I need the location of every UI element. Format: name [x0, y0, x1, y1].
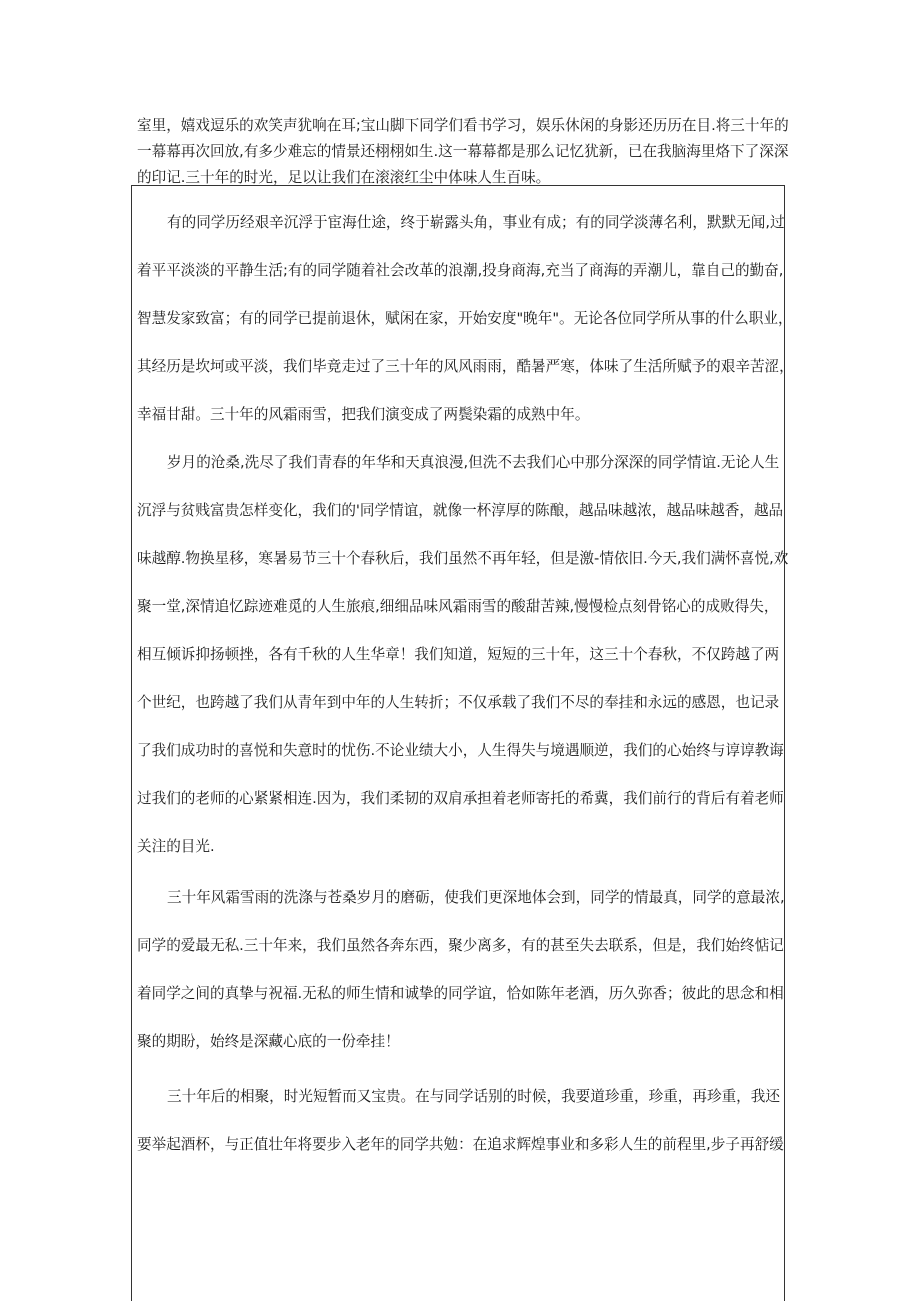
paragraph-line: 同学的爱最无私.三十年来，我们虽然各奔东西，聚少离多，有的甚至失去联系，但是，我们始终惦记	[137, 937, 784, 954]
paragraph-line: 幸福甘甜。三十年的风霜雨雪，把我们演变成了两鬓染霜的成熟中年。	[137, 406, 590, 423]
paragraph-line: 关注的目光.	[137, 838, 215, 855]
paragraph-line: 三十年风霜雪雨的洗涤与苍桑岁月的磨砺，使我们更深地体会到，同学的情最真，同学的意最浓,	[167, 889, 785, 906]
paragraph-line: 个世纪，也跨越了我们从青年到中年的人生转折；不仅承载了我们不尽的奉挂和永远的感恩，也记录	[137, 694, 780, 711]
paragraph-line: 岁月的沧桑,洗尽了我们青春的年华和天真浪漫,但洗不去我们心中那分深深的同学情谊.无论人生	[167, 454, 780, 471]
paragraph-line: 聚一堂,深情追忆踪迹难觅的人生旅痕,细细品味风霜雨雪的酸甜苦辣,慢慢检点刻骨铭心的成败得失，	[137, 598, 779, 615]
paragraph-line: 要举起酒杯，与正值壮年将要步入老年的同学共勉：在追求辉煌事业和多彩人生的前程里,步子再舒缓	[137, 1136, 784, 1153]
paragraph-line: 三十年后的相聚，时光短暂而又宝贵。在与同学话别的时候，我要道珍重，珍重，再珍重，我还	[167, 1088, 780, 1105]
intro-line: 室里，嬉戏逗乐的欢笑声犹响在耳;宝山脚下同学们看书学习，娱乐休闲的身影还历历在目.将三十年的	[137, 117, 789, 134]
paragraph-line: 其经历是坎坷或平淡，我们毕竟走过了三十年的风风雨雨，酷暑严寒，体味了生活所赋予的艰辛苦涩，	[137, 358, 794, 375]
intro-line: 一幕幕再次回放,有多少难忘的情景还栩栩如生.这一幕幕都是那么记忆犹新，已在我脑海里烙下了深深	[137, 143, 789, 160]
paragraph-line: 聚的期盼，始终是深藏心底的一份牵挂！	[137, 1033, 400, 1050]
paragraph-line: 过我们的老师的心紧紧相连.因为，我们柔韧的双肩承担着老师寄托的希冀，我们前行的背后有着老师	[137, 790, 784, 807]
paragraph-line: 味越醇.物换星移，寒暑易节三十个春秋后，我们虽然不再年轻，但是激-情依旧.今天,我们满怀喜悦,欢	[137, 550, 789, 567]
intro-line: 的印记.三十年的时光，足以让我们在滚滚红尘中体味人生百味。	[137, 169, 551, 186]
paragraph-line: 沉浮与贫贱富贵怎样变化，我们的'同学情谊，就像一杯淳厚的陈酿，越品味越浓，越品味越香，越品	[137, 502, 784, 519]
paragraph-line: 着同学之间的真挚与祝福.无私的师生情和诚挚的同学谊，恰如陈年老酒，历久弥香；彼此的思念和相	[137, 985, 784, 1002]
paragraph-line: 相互倾诉抑扬顿挫，各有千秋的人生华章！我们知道，短短的三十年，这三十个春秋，不仅跨越了两	[137, 646, 780, 663]
paragraph-line: 智慧发家致富；有的同学已提前退休，赋闲在家，开始安度"晚年"。无论各位同学所从事的什么职业，	[137, 310, 793, 327]
paragraph-line: 有的同学历经艰辛沉浮于宦海仕途，终于崭露头角，事业有成；有的同学淡薄名利，默默无闻,过	[167, 214, 785, 231]
paragraph-line: 着平平淡淡的平静生活;有的同学随着社会改革的浪潮,投身商海,充当了商海的弄潮儿，靠自己的勤奋,	[137, 262, 784, 279]
paragraph-line: 了我们成功时的喜悦和失意时的忧伤.不论业绩大小，人生得失与境遇顺逆，我们的心始终与谆谆教诲	[137, 742, 784, 759]
